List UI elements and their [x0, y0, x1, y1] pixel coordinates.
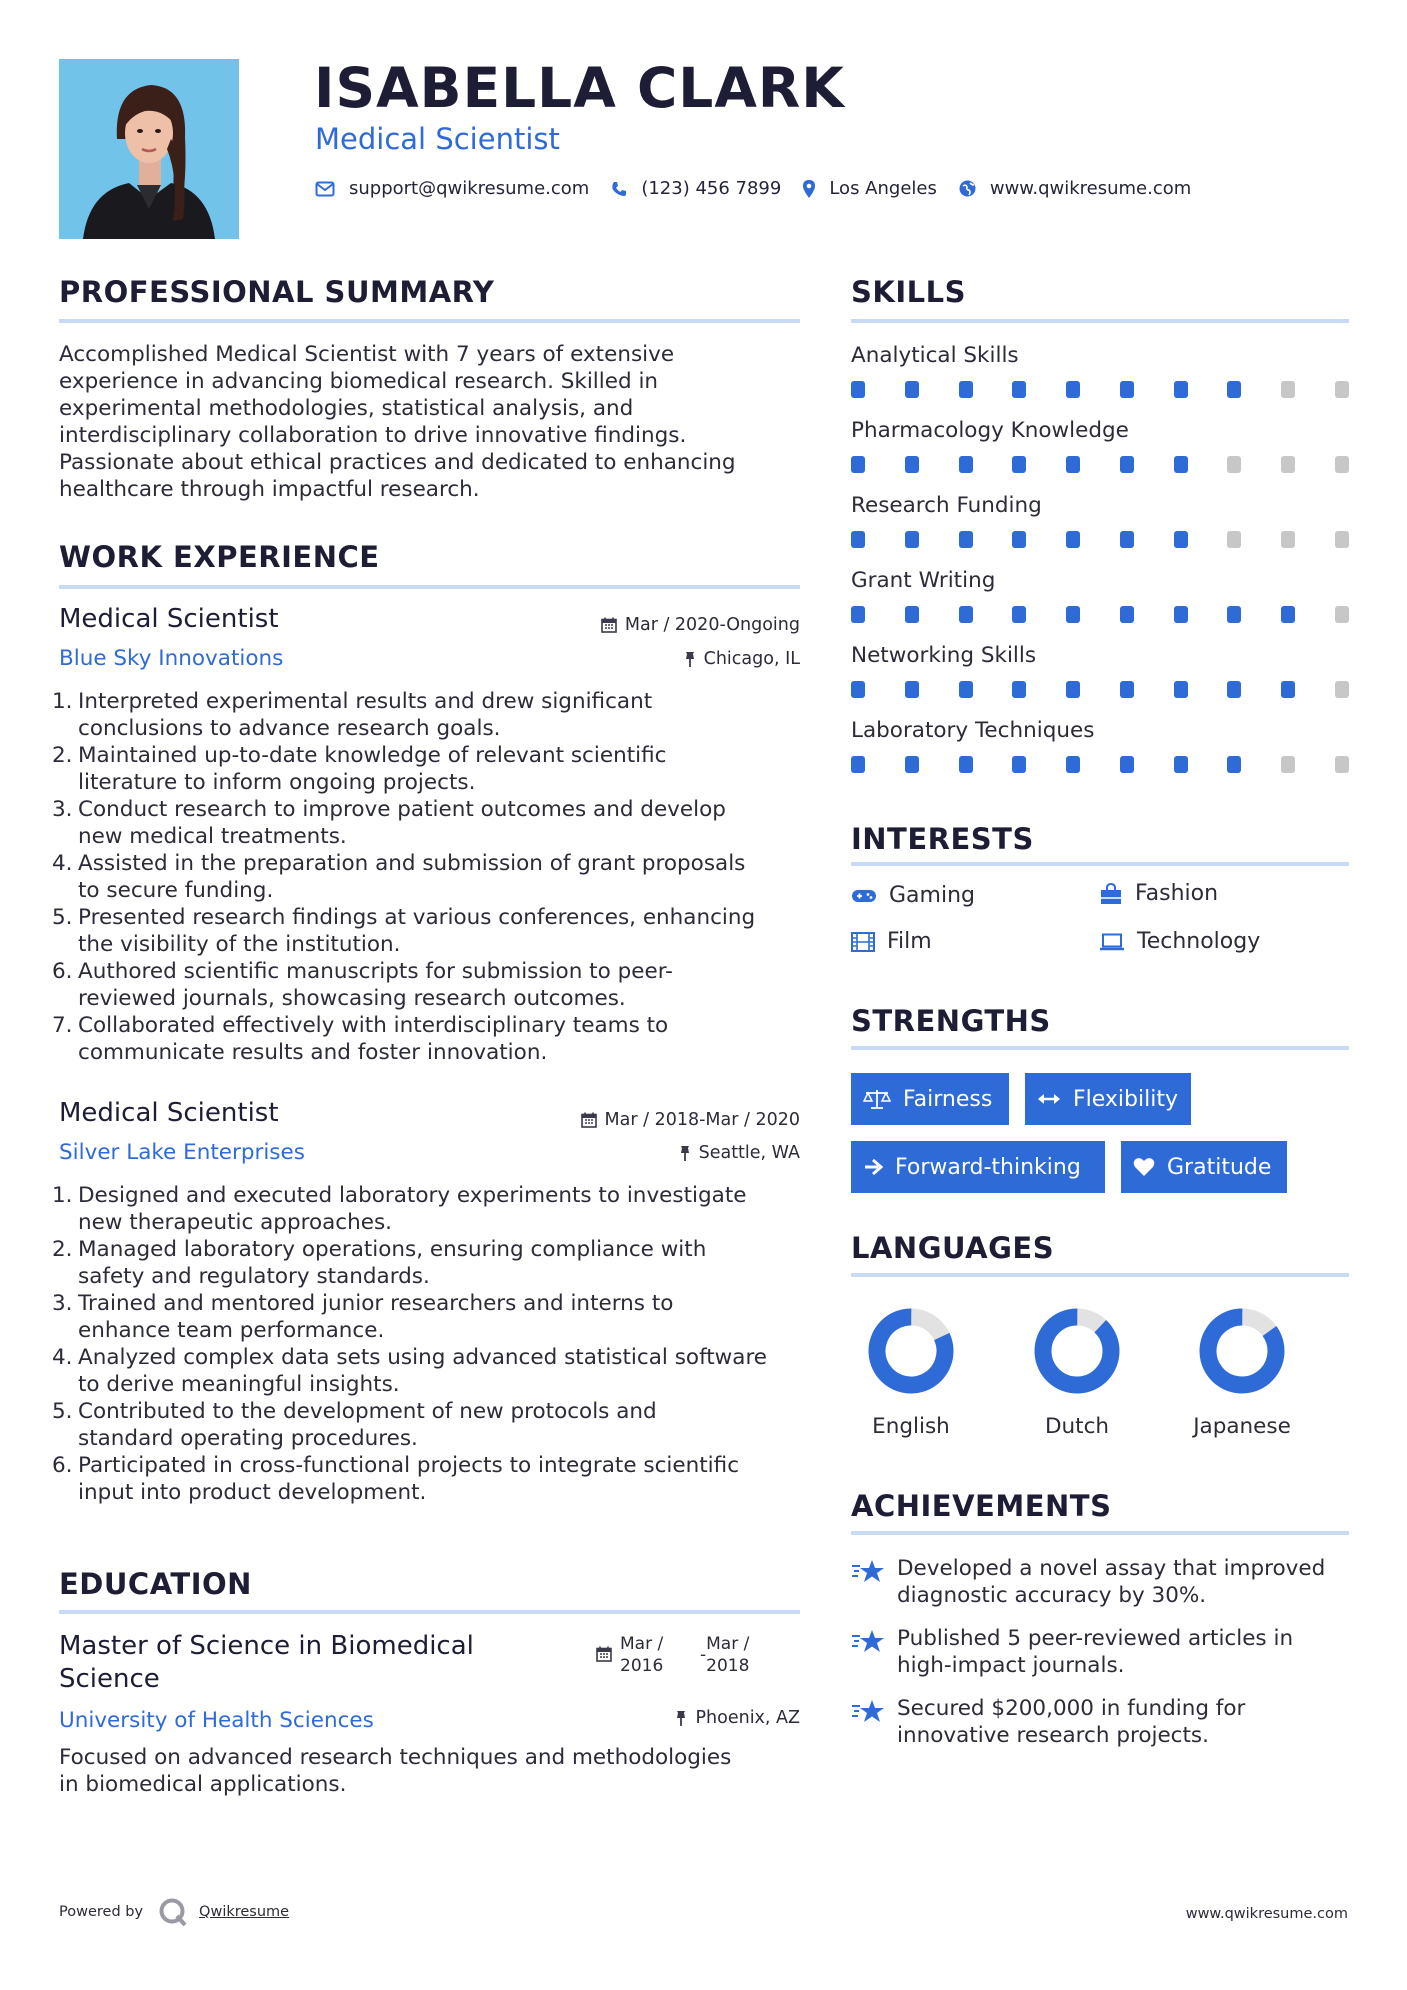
interest-label: Fashion — [1135, 881, 1219, 906]
job-location-text: Seattle, WA — [698, 1143, 800, 1163]
location-text: Los Angeles — [829, 178, 937, 199]
language-english — [841, 1306, 981, 1439]
pushpin-icon — [684, 651, 696, 667]
section-divider — [851, 1531, 1349, 1535]
skill-dot-filled — [905, 681, 919, 698]
skill-rating — [851, 381, 1349, 398]
summary-line: experience in advancing biomedical research. Skilled in — [59, 369, 659, 394]
skill-rating — [851, 756, 1349, 773]
map-pin-icon — [803, 180, 815, 198]
skill-dot-filled — [959, 756, 973, 773]
skill-dot-filled — [1120, 381, 1134, 398]
skill-dot-filled — [1120, 681, 1134, 698]
strength-badge — [851, 1073, 1009, 1125]
list-item: 3. Trained and mentored junior researchers and interns to enhance team performance. — [52, 1291, 674, 1343]
envelope-icon — [315, 181, 335, 197]
contact-email[interactable] — [315, 178, 589, 199]
interest-fashion — [1099, 881, 1218, 906]
star-icon — [851, 1629, 885, 1653]
summary-line: experimental methodologies, statistical analysis, and — [59, 396, 634, 421]
list-item: 2. Managed laboratory operations, ensuring compliance with safety and regulatory standards. — [52, 1237, 707, 1289]
section-title-education: EDUCATION — [59, 1567, 252, 1601]
footer-powered-by — [59, 1897, 289, 1927]
globe-icon — [959, 180, 976, 197]
arrow-right-icon — [863, 1158, 883, 1176]
interest-film — [851, 929, 932, 954]
candidate-title: Medical Scientist — [315, 122, 560, 156]
language-label: Japanese — [1193, 1414, 1291, 1439]
edu-start: Mar / 2016 — [620, 1634, 664, 1676]
laptop-icon — [1099, 933, 1125, 951]
skill-dot-filled — [1174, 381, 1188, 398]
job-dates-text: Mar / 2020-Ongoing — [624, 615, 800, 635]
skill-dot-filled — [1012, 606, 1026, 623]
achievement-item — [851, 1555, 1351, 1609]
skill-rating — [851, 606, 1349, 623]
skill-dot-filled — [905, 381, 919, 398]
list-item: 4. Assisted in the preparation and submission of grant proposals to secure funding. — [52, 851, 746, 903]
list-item: 5. Contributed to the development of new protocols and standard operating procedures. — [52, 1399, 657, 1451]
balance-scale-icon — [863, 1088, 891, 1110]
degree-line: Master of Science in Biomedical — [59, 1631, 474, 1661]
website-text: www.qwikresume.com — [989, 178, 1192, 199]
skill-dot-filled — [1281, 606, 1295, 623]
job-dates — [601, 615, 800, 635]
phone-text: (123) 456 7899 — [641, 178, 782, 199]
skill-dot-filled — [851, 456, 865, 473]
section-title-skills: SKILLS — [851, 275, 966, 309]
language-donut-dutch — [1032, 1306, 1122, 1396]
skill-dot-filled — [1281, 681, 1295, 698]
donut-fill — [866, 1306, 956, 1396]
skill-dot-filled — [959, 681, 973, 698]
pushpin-icon — [679, 1145, 691, 1161]
summary-line: healthcare through impactful research. — [59, 477, 480, 502]
skill-dot-filled — [1227, 681, 1241, 698]
section-title-summary: PROFESSIONAL SUMMARY — [59, 275, 495, 309]
list-item: 4. Analyzed complex data sets using advanced statistical software to derive meaningful insights. — [52, 1345, 768, 1397]
section-title-strengths: STRENGTHS — [851, 1004, 1051, 1038]
skill-dot-filled — [1227, 756, 1241, 773]
skill-dot-filled — [1012, 756, 1026, 773]
job-location — [679, 1143, 800, 1163]
skill-name: Research Funding — [851, 493, 1042, 518]
skill-rating — [851, 531, 1349, 548]
skill-dot-filled — [905, 456, 919, 473]
section-title-languages: LANGUAGES — [851, 1231, 1055, 1265]
skill-dot-filled — [1066, 531, 1080, 548]
qwikresume-logo-icon — [157, 1897, 189, 1927]
skill-dot-empty — [1227, 531, 1241, 548]
interest-gaming — [851, 883, 975, 908]
skill-dot-filled — [851, 756, 865, 773]
skill-dot-filled — [851, 606, 865, 623]
skill-dot-filled — [959, 606, 973, 623]
skill-name: Grant Writing — [851, 568, 996, 593]
skill-dot-filled — [1174, 606, 1188, 623]
skill-dot-filled — [1120, 756, 1134, 773]
shopping-bag-icon — [1099, 883, 1123, 905]
interest-label: Film — [887, 929, 932, 954]
footer-website[interactable]: www.qwikresume.com — [1185, 1906, 1348, 1922]
skill-dot-empty — [1281, 531, 1295, 548]
school-location-text: Phoenix, AZ — [695, 1708, 800, 1728]
achievement-item — [851, 1695, 1351, 1749]
film-icon — [851, 932, 875, 952]
arrows-horizontal-icon — [1037, 1092, 1061, 1106]
phone-icon — [611, 181, 627, 197]
skill-dot-filled — [1066, 456, 1080, 473]
language-label: Dutch — [1044, 1414, 1110, 1439]
achievement-text: Published 5 peer-reviewed articles in high-impact journals. — [897, 1626, 1294, 1678]
job-dates-text: Mar / 2018-Mar / 2020 — [604, 1110, 800, 1130]
list-item: 6. Authored scientific manuscripts for submission to peer- reviewed journals, showcasing research outcomes. — [52, 959, 673, 1011]
skill-dot-empty — [1281, 381, 1295, 398]
section-divider — [851, 1046, 1349, 1050]
skill-dot-filled — [905, 531, 919, 548]
skill-rating — [851, 681, 1349, 698]
skill-dot-filled — [1012, 381, 1026, 398]
skill-dot-filled — [1174, 456, 1188, 473]
contact-phone[interactable] — [611, 178, 781, 199]
skill-dot-filled — [959, 531, 973, 548]
achievement-item — [851, 1625, 1351, 1679]
education-dates — [596, 1633, 749, 1677]
profile-photo — [59, 59, 239, 239]
summary-line: interdisciplinary collaboration to drive innovative findings. — [59, 423, 687, 448]
skill-dot-empty — [1335, 381, 1349, 398]
contact-website[interactable] — [959, 178, 1191, 199]
skill-dot-empty — [1281, 456, 1295, 473]
gamepad-icon — [851, 888, 877, 904]
degree-title — [59, 1630, 559, 1696]
interest-label: Gaming — [889, 883, 975, 908]
skill-dot-filled — [905, 756, 919, 773]
list-item: 3. Conduct research to improve patient outcomes and develop new medical treatments. — [52, 797, 726, 849]
skill-dot-filled — [1174, 681, 1188, 698]
skill-dot-filled — [1012, 531, 1026, 548]
skill-rating — [851, 456, 1349, 473]
job-location-text: Chicago, IL — [703, 649, 800, 669]
job-bullets — [52, 1182, 812, 1506]
job-title: Medical Scientist — [59, 604, 279, 634]
skill-dot-filled — [1120, 606, 1134, 623]
skill-dot-filled — [1066, 681, 1080, 698]
skill-name: Pharmacology Knowledge — [851, 418, 1129, 443]
skill-dot-filled — [1066, 756, 1080, 773]
section-title-achievements: ACHIEVEMENTS — [851, 1489, 1112, 1523]
section-divider — [59, 1610, 800, 1614]
skill-dot-filled — [905, 606, 919, 623]
language-donut-japanese — [1197, 1306, 1287, 1396]
skill-dot-filled — [851, 681, 865, 698]
job-title: Medical Scientist — [59, 1098, 279, 1128]
skill-dot-empty — [1227, 456, 1241, 473]
list-item: 7. Collaborated effectively with interdisciplinary teams to communicate results and foster innovation. — [52, 1013, 669, 1065]
skill-dot-empty — [1335, 456, 1349, 473]
interest-label: Technology — [1137, 929, 1261, 954]
skill-name: Analytical Skills — [851, 343, 1019, 368]
star-icon — [851, 1699, 885, 1723]
skill-dot-filled — [1227, 381, 1241, 398]
list-item: 5. Presented research findings at various conferences, enhancing the visibility of the institution. — [52, 905, 756, 957]
list-item: 1. Interpreted experimental results and drew significant conclusions to advance research goals. — [52, 689, 653, 741]
section-title-experience: WORK EXPERIENCE — [59, 540, 380, 574]
job-location — [684, 649, 800, 669]
school-location — [675, 1708, 800, 1728]
skill-dot-filled — [1174, 756, 1188, 773]
strength-label: Gratitude — [1167, 1154, 1272, 1180]
section-title-interests: INTERESTS — [851, 822, 1034, 856]
language-japanese — [1172, 1306, 1312, 1439]
email-text: support@qwikresume.com — [349, 178, 590, 199]
summary-line: Passionate about ethical practices and dedicated to enhancing — [59, 450, 736, 475]
strength-label: Flexibility — [1073, 1086, 1178, 1112]
skill-dot-filled — [1227, 606, 1241, 623]
list-item: 6. Participated in cross-functional projects to integrate scientific input into product development. — [52, 1453, 740, 1505]
skill-dot-filled — [1012, 456, 1026, 473]
section-divider — [851, 862, 1349, 866]
skill-dot-filled — [959, 456, 973, 473]
skill-dot-filled — [1120, 456, 1134, 473]
job-bullets — [52, 688, 812, 1066]
donut-fill — [1197, 1306, 1287, 1396]
degree-line: Science — [59, 1664, 160, 1694]
calendar-icon — [601, 617, 617, 633]
skill-dot-filled — [1066, 606, 1080, 623]
calendar-icon — [581, 1112, 597, 1128]
interest-technology — [1099, 929, 1260, 954]
strength-label: Forward-thinking — [895, 1154, 1081, 1180]
donut-fill — [1032, 1306, 1122, 1396]
summary-text — [59, 341, 799, 503]
section-divider — [59, 319, 800, 323]
contact-location — [803, 178, 937, 199]
skill-dot-empty — [1335, 756, 1349, 773]
language-donut-english — [866, 1306, 956, 1396]
company-name: Blue Sky Innovations — [59, 646, 284, 671]
skill-dot-filled — [1066, 381, 1080, 398]
job-dates — [581, 1110, 800, 1130]
skill-dot-filled — [959, 381, 973, 398]
skill-dot-empty — [1335, 531, 1349, 548]
qwikresume-link[interactable]: Qwikresume — [199, 1904, 290, 1920]
skill-name: Networking Skills — [851, 643, 1037, 668]
calendar-icon — [596, 1646, 612, 1662]
section-divider — [59, 585, 800, 589]
achievement-text: Developed a novel assay that improved diagnostic accuracy by 30%. — [897, 1556, 1326, 1608]
skill-dot-filled — [1174, 531, 1188, 548]
education-description: Focused on advanced research techniques and methodologies in biomedical applications. — [59, 1745, 732, 1797]
strength-badge — [1025, 1073, 1191, 1125]
list-item: 2. Maintained up-to-date knowledge of relevant scientific literature to inform ongoing projects. — [52, 743, 667, 795]
skill-dot-empty — [1335, 681, 1349, 698]
skill-dot-filled — [1120, 531, 1134, 548]
contact-row — [315, 178, 1213, 199]
skill-dot-filled — [851, 531, 865, 548]
candidate-name: ISABELLA CLARK — [314, 56, 845, 120]
heart-icon — [1133, 1157, 1155, 1177]
powered-by-text: Powered by — [59, 1904, 144, 1920]
strength-badge — [851, 1141, 1105, 1193]
pushpin-icon — [675, 1710, 687, 1726]
star-icon — [851, 1559, 885, 1583]
language-dutch — [1007, 1306, 1147, 1439]
school-name: University of Health Sciences — [59, 1708, 374, 1733]
edu-end: - Mar / 2018 — [700, 1634, 750, 1676]
skill-dot-empty — [1281, 756, 1295, 773]
list-item: 1. Designed and executed laboratory experiments to investigate new therapeutic approaches. — [52, 1183, 747, 1235]
skill-dot-filled — [851, 381, 865, 398]
skill-dot-filled — [1012, 681, 1026, 698]
language-label: English — [872, 1414, 950, 1439]
section-divider — [851, 1273, 1349, 1277]
skill-dot-empty — [1335, 606, 1349, 623]
summary-line: Accomplished Medical Scientist with 7 years of extensive — [59, 342, 675, 367]
skill-name: Laboratory Techniques — [851, 718, 1095, 743]
company-name: Silver Lake Enterprises — [59, 1140, 305, 1165]
strength-label: Fairness — [903, 1086, 993, 1112]
section-divider — [851, 319, 1349, 323]
strength-badge — [1121, 1141, 1287, 1193]
achievement-text: Secured $200,000 in funding for innovative research projects. — [897, 1696, 1246, 1748]
